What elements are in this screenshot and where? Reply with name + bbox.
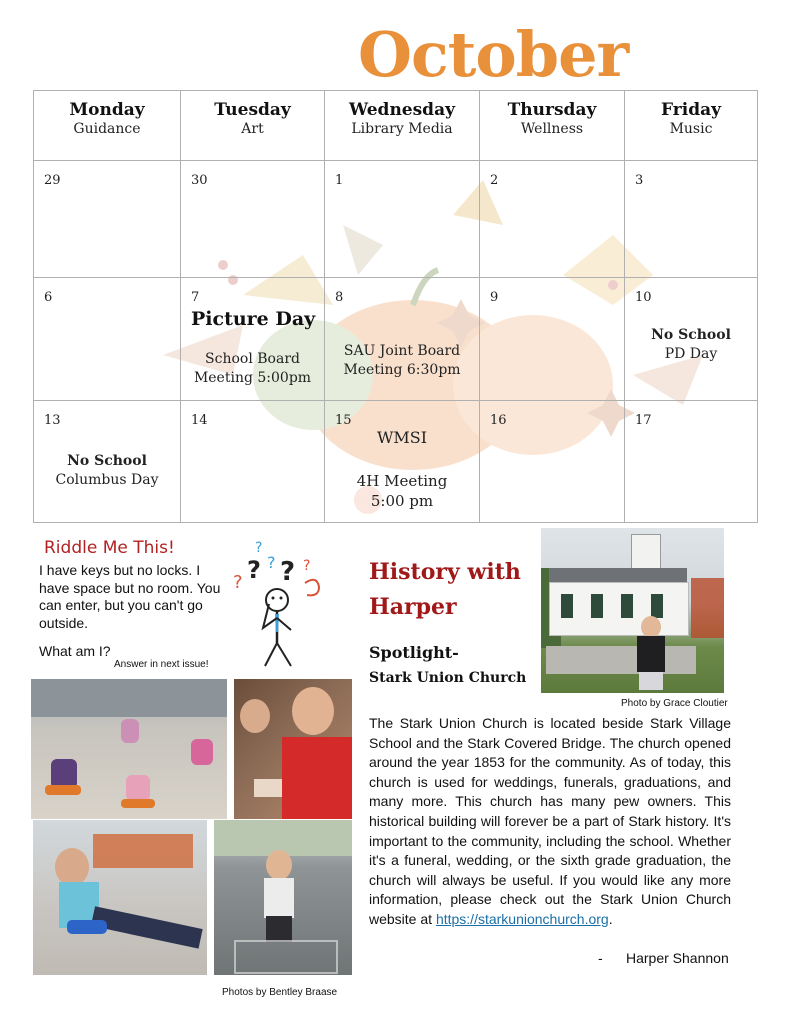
day-cell: 6 xyxy=(34,278,181,401)
photo-hopscotch xyxy=(214,820,352,975)
svg-text:?: ? xyxy=(267,553,276,572)
riddle-answer-note: Answer in next issue! xyxy=(114,659,209,670)
header-wednesday: Wednesday Library Media xyxy=(325,91,480,161)
day-cell: 29 xyxy=(34,161,181,278)
month-title: October xyxy=(358,18,629,91)
day-cell: 1 xyxy=(325,161,480,278)
day-cell: 2 xyxy=(480,161,625,278)
thinking-figure-icon xyxy=(225,538,325,673)
photo-girl-stretching xyxy=(33,820,207,975)
photos-caption: Photos by Bentley Braase xyxy=(222,987,338,998)
day-cell: 7 Picture Day School Board Meeting 5:00pm xyxy=(181,278,325,401)
riddle-text: I have keys but no locks. I have space but no room. You can enter, but you can't go outside. xyxy=(39,562,221,631)
svg-text:?: ? xyxy=(303,558,311,574)
photo-scooter-class xyxy=(31,679,227,819)
picture-day-event: Picture Day xyxy=(191,308,316,330)
header-tuesday: Tuesday Art xyxy=(181,91,325,161)
day-cell: 13 No School Columbus Day xyxy=(34,401,181,523)
history-title: History with Harper xyxy=(369,559,521,620)
header-friday: Friday Music xyxy=(625,91,758,161)
wmsi-event: WMSI xyxy=(376,428,428,447)
riddle-question: What am I? xyxy=(39,643,111,659)
day-cell: 8 SAU Joint Board Meeting 6:30pm xyxy=(325,278,480,401)
svg-text:?: ? xyxy=(280,557,296,587)
history-article: The Stark Union Church is located beside Stark Village School and the Stark Covered Bridge. The church opened around the year 1853 for the community. As of today, this church is used for weddings, funerals, graduations, and many more. This church has many pew owners. This historical building will forever be a part of Stark history. It's important to the community, including the school. Whether it's a funeral, wedding, or the sixth grade graduation, the church will always be useful. If you would like any more information, please check out the Stark Union Church website at https://starkunionchurch.org. xyxy=(369,715,731,927)
4h-meeting-event: 4H Meeting 5:00 pm xyxy=(356,472,448,510)
columbus-day-event: No School Columbus Day xyxy=(55,453,159,488)
svg-text:?: ? xyxy=(255,540,263,556)
calendar xyxy=(33,90,757,523)
svg-text:?: ? xyxy=(247,556,261,584)
day-cell: 14 xyxy=(181,401,325,523)
pd-day-event: No School PD Day xyxy=(651,327,731,362)
spotlight-subject: Stark Union Church xyxy=(369,670,527,686)
day-cell: 9 xyxy=(480,278,625,401)
day-cell: 3 xyxy=(625,161,758,278)
day-cell: 30 xyxy=(181,161,325,278)
article-byline: - Harper Shannon xyxy=(598,950,729,966)
header-monday: Monday Guidance xyxy=(34,91,181,161)
photo-students-selfie xyxy=(234,679,352,819)
photo-church xyxy=(541,528,724,693)
svg-text:?: ? xyxy=(233,572,243,593)
church-website-link[interactable]: https://starkunionchurch.org xyxy=(435,910,609,927)
calendar-grid xyxy=(33,90,758,523)
sau-board-event: SAU Joint Board Meeting 6:30pm xyxy=(343,343,461,378)
day-cell: 10 No School PD Day xyxy=(625,278,758,401)
church-photo-caption: Photo by Grace Cloutier xyxy=(621,698,728,709)
riddle-title: Riddle Me This! xyxy=(44,538,175,558)
day-cell: 15 WMSI 4H Meeting 5:00 pm xyxy=(325,401,480,523)
header-thursday: Thursday Wellness xyxy=(480,91,625,161)
day-cell: 16 xyxy=(480,401,625,523)
school-board-event: School Board Meeting 5:00pm xyxy=(193,351,312,386)
day-cell: 17 xyxy=(625,401,758,523)
spotlight-label: Spotlight- xyxy=(369,643,459,662)
